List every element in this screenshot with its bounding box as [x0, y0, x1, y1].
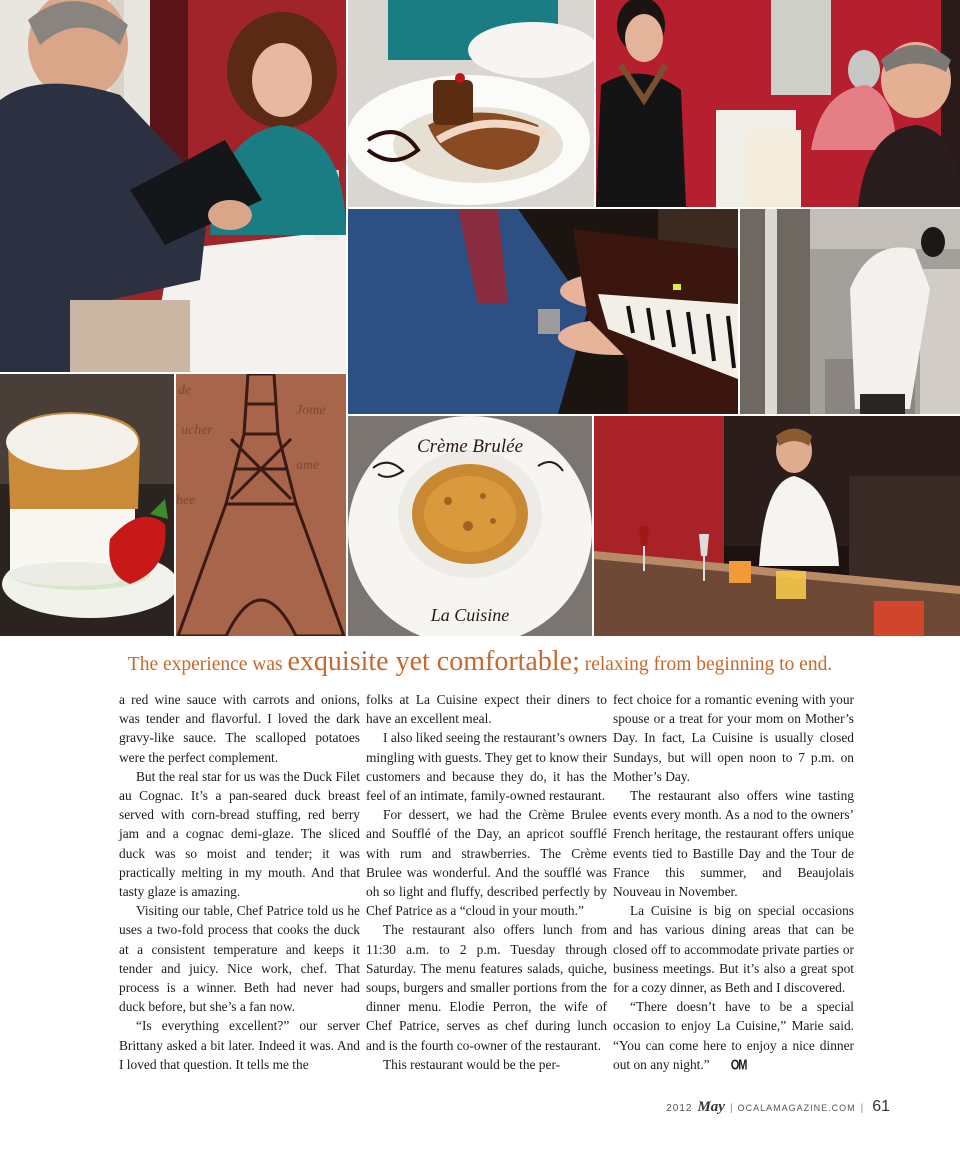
svg-text:ucher: ucher: [181, 423, 213, 438]
paragraph: folks at La Cuisine expect their diners to have an excellent meal.: [366, 692, 607, 727]
footer-month: May: [697, 1099, 725, 1115]
footer-website: OCALAMAGAZINE.COM: [737, 1103, 856, 1113]
end-mark: OM: [730, 1057, 747, 1074]
svg-text:hee: hee: [176, 493, 196, 508]
pull-quote-emphasis: exquisite yet comfortable;: [287, 646, 580, 677]
photo-souffle: [0, 374, 174, 636]
plate-creme-brulee-text: Crème Brulée: [416, 436, 524, 457]
paragraph: This restaurant would be the per-: [383, 1056, 561, 1072]
photo-creme-brulee: [348, 416, 592, 636]
photo-eiffel-tower-art: [176, 374, 346, 636]
svg-text:de: de: [178, 383, 192, 398]
paragraph-final-text: “There doesn’t have to be a special occasion to enjoy La Cuisine,” Marie said. “You can come here to enjoy a nice dinner out on any night.”: [613, 999, 854, 1072]
article-column-3: [613, 690, 854, 1076]
article-column-2: [366, 690, 607, 1074]
footer-separator: |: [729, 1103, 733, 1114]
pull-quote-tail: relaxing from beginning to end.: [579, 654, 833, 675]
photo-bartender: [594, 416, 960, 636]
paragraph: fect choice for a romantic evening with your spouse or a treat for your mom on Mother’s Day. In fact, La Cuisine is usually closed Sundays, but will open noon to 7 p.m. on Mother’s Day.: [613, 692, 854, 784]
footer-separator: |: [860, 1103, 864, 1114]
pull-quote: [0, 646, 960, 682]
paragraph: The restaurant also offers wine tasting events every month. As a nod to the owners’ French heritage, the restaurant offers unique events tied to Bastille Day and the Tour de France this summer, and Beaujolais Nouveau in November.: [613, 788, 854, 900]
paragraph: La Cuisine is big on special occasions and has various dining areas that can be closed off to accommodate private parties or business meetings. But it’s also a great spot for a cozy dinner, as Beth and I discovered.: [613, 903, 854, 996]
page-number: 61: [872, 1098, 890, 1115]
svg-text:ame: ame: [296, 458, 320, 473]
paragraph: But the real star for us was the Duck Filet au Cognac. It’s a pan-seared duck breast served with corn-bread stuffing, red berry jam and a cognac demi-glaze. The sliced duck was so moist and tender; it was practically melting in my mouth. And that tasty glaze is amazing.: [119, 768, 360, 900]
paragraph: For dessert, we had the Crème Brulee and Soufflé of the Day, an apricot soufflé with rum and strawberries. The Crème Brulee was wonderful. And the soufflé was oh so light and fluffy, described perfectly by Chef Patrice as a “cloud in your mouth.”: [366, 807, 607, 919]
svg-text:Jome: Jome: [296, 403, 326, 418]
page-footer: [666, 1098, 890, 1120]
paragraph: a red wine sauce with carrots and onions, was tender and flavorful. I loved the dark gravy-like sauce. The scalloped potatoes were the perfect complement.: [119, 692, 360, 765]
plate-la-cuisine-signature: La Cuisine: [430, 605, 510, 625]
pull-quote-lead: The experience was: [127, 654, 288, 675]
paragraph: “Is everything excellent?” our server Brittany asked a bit later. Indeed it was. And I loved that question. It tells me the: [119, 1018, 360, 1072]
paragraph: Visiting our table, Chef Patrice told us he uses a two-fold process that cooks the duck at a consistent temperature and keeps it tender and juicy. Nice work, chef. That process is a winner. Beth had never had duck before, but she’s a fan now.: [119, 903, 360, 1015]
paragraph: I also liked seeing the restaurant’s owners mingling with guests. They get to know their customers and because they do, it has the feel of an intimate, family-owned restaurant.: [366, 730, 607, 804]
photo-pianist: [348, 209, 738, 414]
article-column-1: [119, 690, 360, 1074]
paragraph: The restaurant also offers lunch from 11:30 a.m. to 2 p.m. Tuesday through Saturday. The menu features salads, quiche, soups, burgers and smaller portions from the dinner menu. Elodie Perron, the wife of Chef Patrice, serves as chef during lunch and is the fourth co-owner of the restaurant.: [366, 922, 607, 1053]
photo-duck-plate: [348, 0, 594, 207]
photo-chef-in-kitchen: [740, 209, 960, 414]
photo-staff-and-diners: [596, 0, 960, 207]
paragraph-final: [613, 997, 854, 1076]
photo-couple-with-menu: [0, 0, 346, 372]
footer-year: 2012: [666, 1103, 693, 1114]
